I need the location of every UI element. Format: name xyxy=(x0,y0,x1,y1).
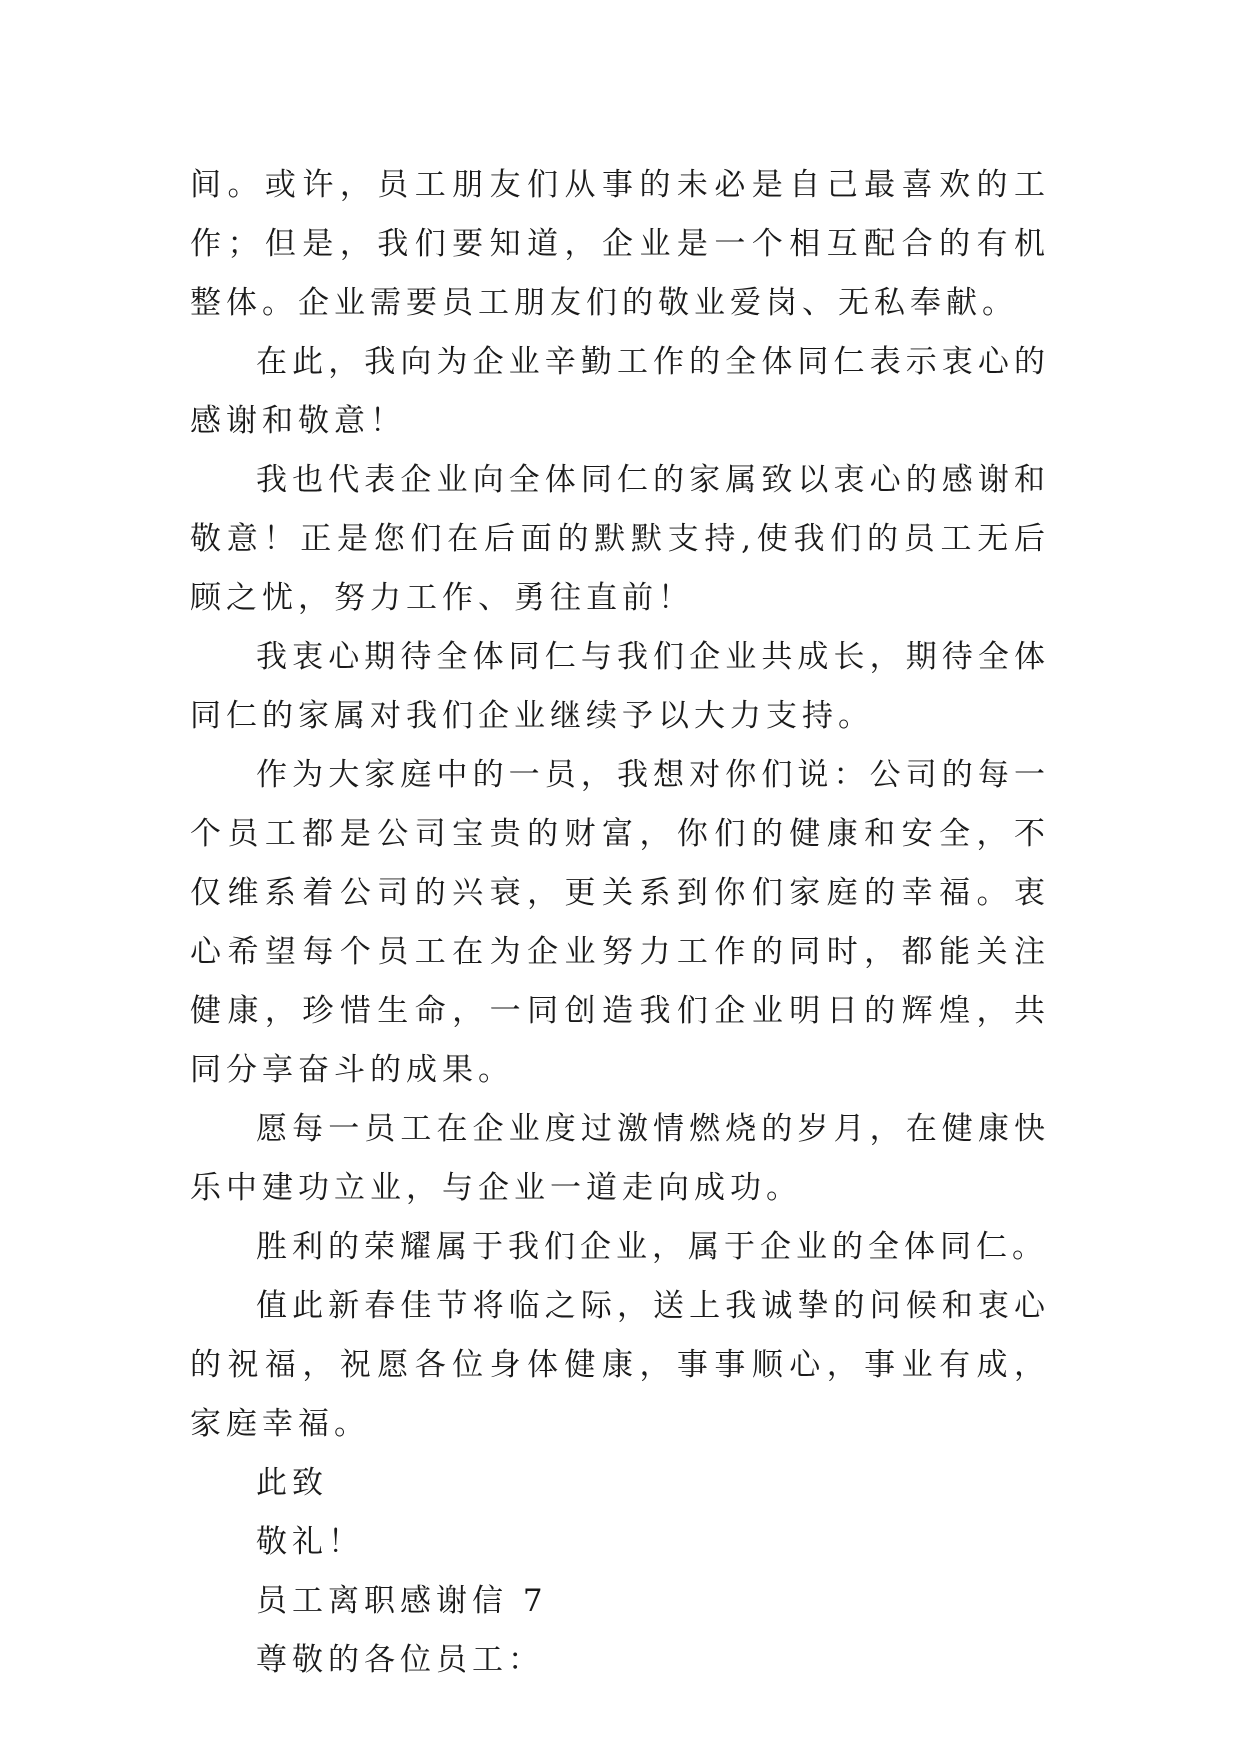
paragraph-glory: 胜利的荣耀属于我们企业，属于企业的全体同仁。 xyxy=(256,1229,1048,1265)
closing-line-1: 此致 xyxy=(256,1465,328,1501)
paragraph-new-year-wishes: 值此新春佳节将临之际，送上我诚挚的问候和衷心的祝福，祝愿各位身体健康，事事顺心，事业有成，家庭幸福。 xyxy=(190,1288,1050,1442)
closing-line-2: 敬礼！ xyxy=(256,1524,364,1560)
paragraph-thanks-families: 我也代表企业向全体同仁的家属致以衷心的感谢和敬意！正是您们在后面的默默支持,使我们的员工无后顾之忧，努力工作、勇往直前！ xyxy=(190,462,1050,616)
paragraph-thanks-colleagues: 在此，我向为企业辛勤工作的全体同仁表示衷心的感谢和敬意！ xyxy=(190,344,1050,439)
next-letter-title: 员工离职感谢信 7 xyxy=(256,1583,548,1619)
paragraph-continued: 间。或许，员工朋友们从事的未必是自己最喜欢的工作；但是，我们要知道，企业是一个相互配合的有机整体。企业需要员工朋友们的敬业爱岗、无私奉献。 xyxy=(190,167,1050,321)
document-body xyxy=(190,156,1050,1690)
paragraph-health-safety: 作为大家庭中的一员，我想对你们说：公司的每一个员工都是公司宝贵的财富，你们的健康和安全，不仅维系着公司的兴衰，更关系到你们家庭的幸福。衷心希望每个员工在为企业努力工作的同时，都能关注健康，珍惜生命，一同创造我们企业明日的辉煌，共同分享奋斗的成果。 xyxy=(190,757,1050,1088)
paragraph-wish-success: 愿每一员工在企业度过激情燃烧的岁月，在健康快乐中建功立业，与企业一道走向成功。 xyxy=(190,1111,1050,1206)
next-letter-salutation: 尊敬的各位员工： xyxy=(256,1642,544,1678)
paragraph-expectation: 我衷心期待全体同仁与我们企业共成长，期待全体同仁的家属对我们企业继续予以大力支持。 xyxy=(190,639,1050,734)
